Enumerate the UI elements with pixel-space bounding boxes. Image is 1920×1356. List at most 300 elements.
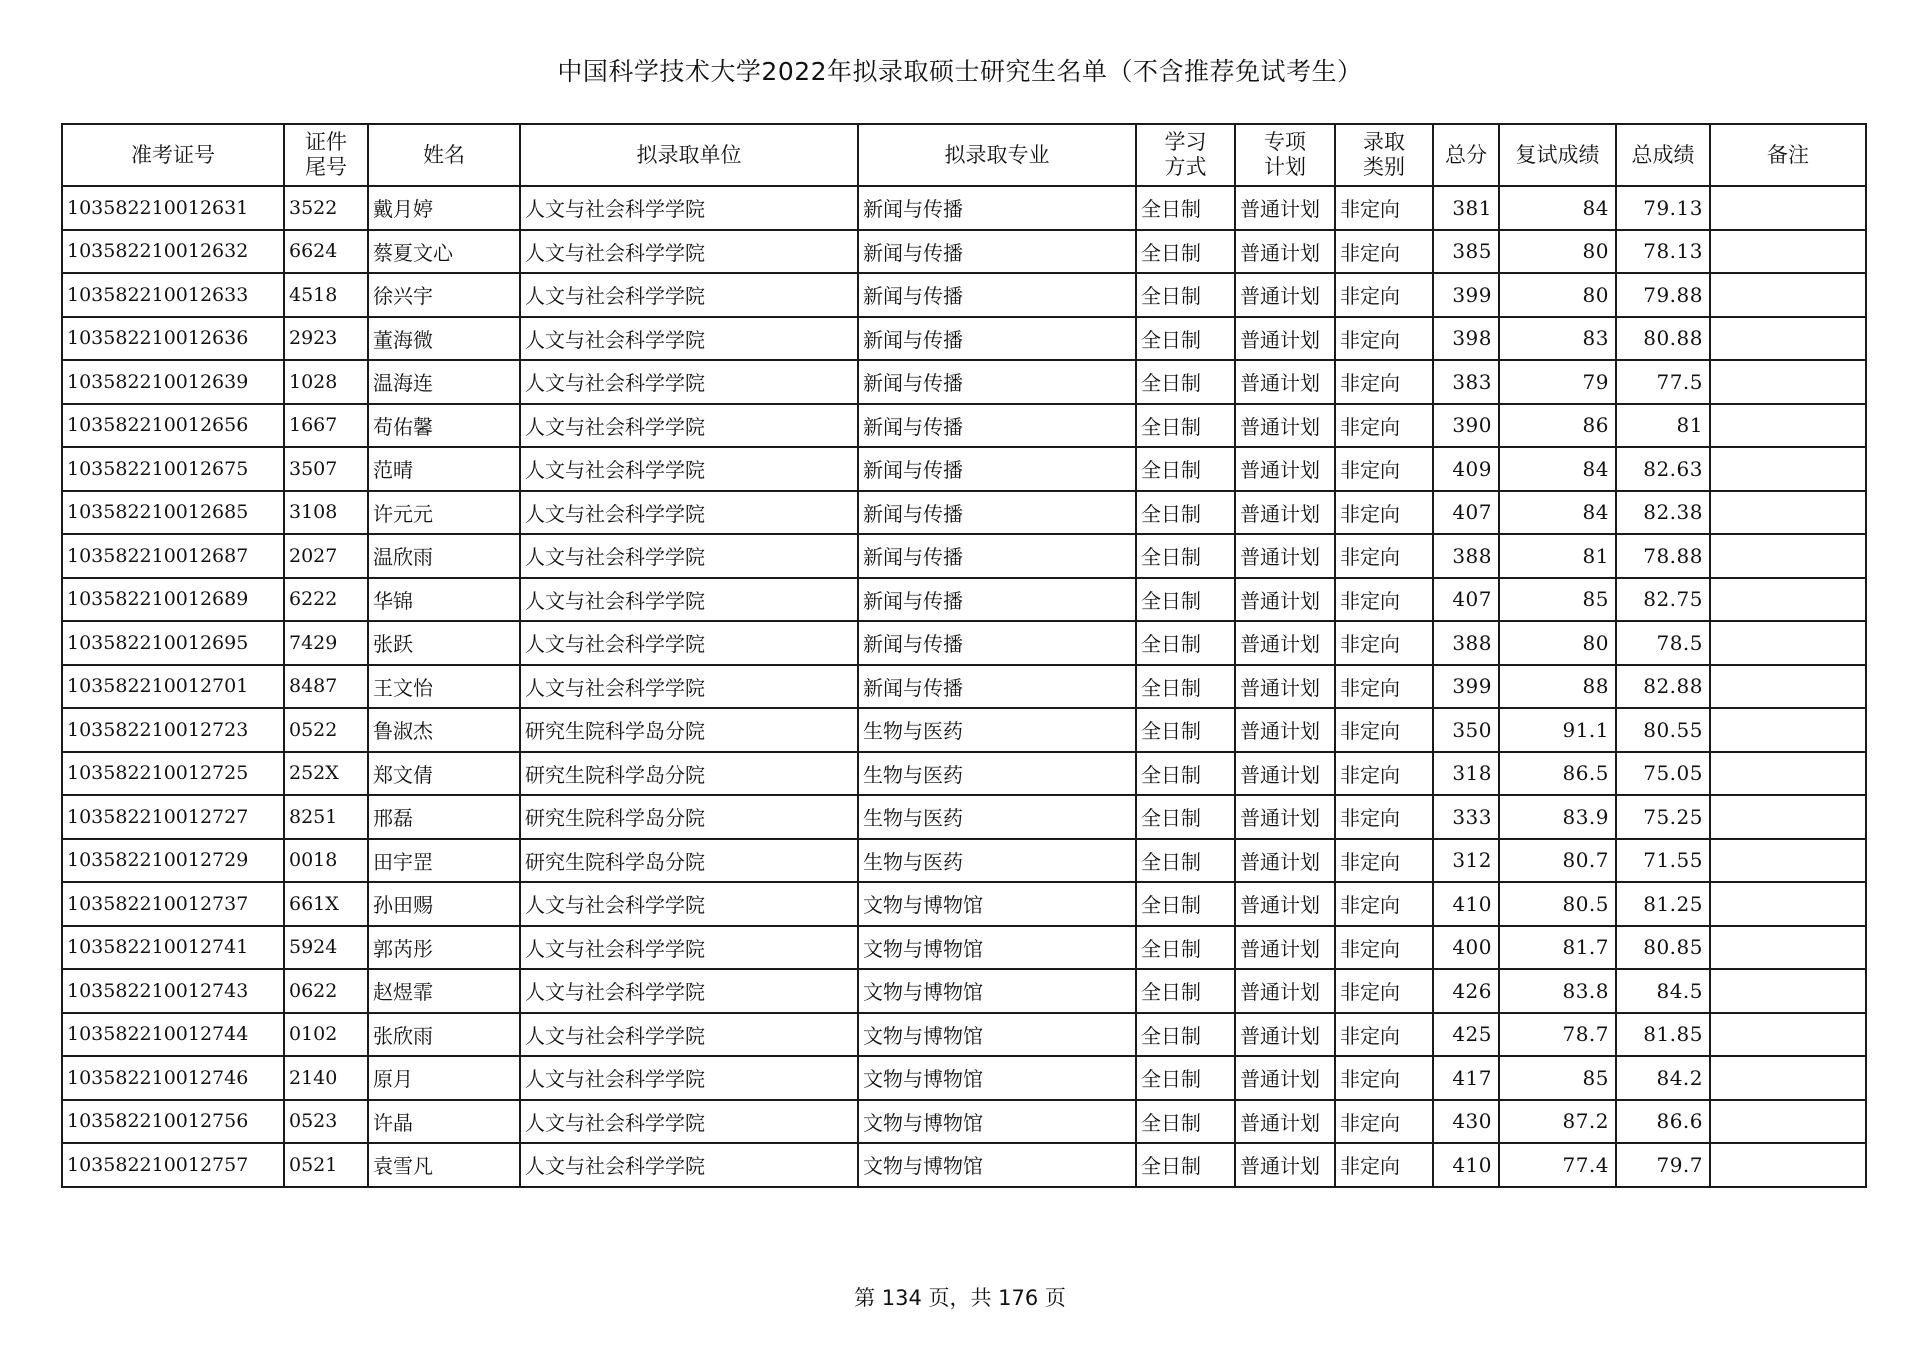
cell-admit-type: 非定向 <box>1335 1013 1433 1057</box>
cell-unit: 研究生院科学岛分院 <box>520 795 858 839</box>
cell-major: 新闻与传播 <box>858 404 1136 448</box>
cell-exam-id: 103582210012687 <box>62 534 284 578</box>
cell-study-mode: 全日制 <box>1136 752 1235 796</box>
table-row <box>62 708 1866 752</box>
cell-retest-score: 79 <box>1499 360 1616 404</box>
cell-unit: 人文与社会科学学院 <box>520 230 858 274</box>
table-row <box>62 447 1866 491</box>
cell-retest-score: 80.5 <box>1499 882 1616 926</box>
cell-exam-id: 103582210012744 <box>62 1013 284 1057</box>
cell-exam-id: 103582210012656 <box>62 404 284 448</box>
cell-id-suffix: 2923 <box>284 317 368 361</box>
cell-exam-id: 103582210012639 <box>62 360 284 404</box>
cell-total-score: 399 <box>1433 273 1499 317</box>
cell-name: 原月 <box>368 1056 520 1100</box>
cell-exam-id: 103582210012757 <box>62 1143 284 1187</box>
cell-study-mode: 全日制 <box>1136 578 1235 622</box>
cell-unit: 人文与社会科学学院 <box>520 1143 858 1187</box>
cell-id-suffix: 6222 <box>284 578 368 622</box>
cell-id-suffix: 3108 <box>284 491 368 535</box>
cell-id-suffix: 0523 <box>284 1100 368 1144</box>
cell-remark <box>1710 708 1866 752</box>
header-col-retest-score <box>1499 124 1616 186</box>
table-row <box>62 839 1866 883</box>
cell-name: 温欣雨 <box>368 534 520 578</box>
cell-name: 赵煜霏 <box>368 969 520 1013</box>
cell-special-plan: 普通计划 <box>1235 360 1335 404</box>
header-col-id-suffix <box>284 124 368 186</box>
cell-special-plan: 普通计划 <box>1235 491 1335 535</box>
cell-final-score: 75.25 <box>1616 795 1710 839</box>
cell-name: 苟佑馨 <box>368 404 520 448</box>
header-line: 尾号 <box>305 155 347 179</box>
cell-special-plan: 普通计划 <box>1235 839 1335 883</box>
header-col-special-plan <box>1235 124 1335 186</box>
cell-name: 袁雪凡 <box>368 1143 520 1187</box>
header-line: 计划 <box>1264 155 1306 179</box>
cell-exam-id: 103582210012723 <box>62 708 284 752</box>
cell-admit-type: 非定向 <box>1335 882 1433 926</box>
cell-final-score: 84.2 <box>1616 1056 1710 1100</box>
cell-retest-score: 87.2 <box>1499 1100 1616 1144</box>
cell-final-score: 75.05 <box>1616 752 1710 796</box>
cell-id-suffix: 7429 <box>284 621 368 665</box>
cell-total-score: 398 <box>1433 317 1499 361</box>
cell-special-plan: 普通计划 <box>1235 534 1335 578</box>
table-row <box>62 317 1866 361</box>
cell-study-mode: 全日制 <box>1136 317 1235 361</box>
cell-major: 文物与博物馆 <box>858 1013 1136 1057</box>
header-line: 学习 <box>1164 130 1207 154</box>
cell-total-score: 417 <box>1433 1056 1499 1100</box>
cell-special-plan: 普通计划 <box>1235 404 1335 448</box>
cell-remark <box>1710 317 1866 361</box>
cell-name: 田宇罡 <box>368 839 520 883</box>
cell-major: 新闻与传播 <box>858 578 1136 622</box>
cell-admit-type: 非定向 <box>1335 1143 1433 1187</box>
cell-admit-type: 非定向 <box>1335 969 1433 1013</box>
table-row <box>62 404 1866 448</box>
cell-remark <box>1710 491 1866 535</box>
cell-remark <box>1710 926 1866 970</box>
cell-final-score: 82.75 <box>1616 578 1710 622</box>
cell-remark <box>1710 273 1866 317</box>
cell-special-plan: 普通计划 <box>1235 1143 1335 1187</box>
header-line: 准考证号 <box>131 142 215 167</box>
cell-study-mode: 全日制 <box>1136 534 1235 578</box>
header-line: 录取 <box>1363 130 1405 154</box>
cell-special-plan: 普通计划 <box>1235 230 1335 274</box>
cell-final-score: 81.25 <box>1616 882 1710 926</box>
header-col-remark <box>1710 124 1866 186</box>
cell-unit: 人文与社会科学学院 <box>520 491 858 535</box>
cell-id-suffix: 5924 <box>284 926 368 970</box>
cell-major: 文物与博物馆 <box>858 969 1136 1013</box>
cell-final-score: 82.38 <box>1616 491 1710 535</box>
header-col-name <box>368 124 520 186</box>
cell-name: 郑文倩 <box>368 752 520 796</box>
cell-retest-score: 81.7 <box>1499 926 1616 970</box>
cell-name: 郭芮彤 <box>368 926 520 970</box>
admission-table <box>61 123 1867 1188</box>
cell-retest-score: 80 <box>1499 230 1616 274</box>
header-col-final-score <box>1616 124 1710 186</box>
cell-admit-type: 非定向 <box>1335 186 1433 230</box>
table-row <box>62 273 1866 317</box>
cell-study-mode: 全日制 <box>1136 795 1235 839</box>
cell-unit: 研究生院科学岛分院 <box>520 708 858 752</box>
cell-name: 张欣雨 <box>368 1013 520 1057</box>
cell-admit-type: 非定向 <box>1335 273 1433 317</box>
table-row <box>62 926 1866 970</box>
cell-admit-type: 非定向 <box>1335 230 1433 274</box>
cell-special-plan: 普通计划 <box>1235 317 1335 361</box>
cell-admit-type: 非定向 <box>1335 447 1433 491</box>
cell-total-score: 388 <box>1433 534 1499 578</box>
cell-study-mode: 全日制 <box>1136 1100 1235 1144</box>
table-row <box>62 491 1866 535</box>
cell-retest-score: 91.1 <box>1499 708 1616 752</box>
cell-study-mode: 全日制 <box>1136 273 1235 317</box>
cell-special-plan: 普通计划 <box>1235 621 1335 665</box>
cell-unit: 人文与社会科学学院 <box>520 1100 858 1144</box>
cell-id-suffix: 3522 <box>284 186 368 230</box>
cell-remark <box>1710 186 1866 230</box>
cell-final-score: 79.13 <box>1616 186 1710 230</box>
cell-name: 王文怡 <box>368 665 520 709</box>
table-row <box>62 1100 1866 1144</box>
cell-total-score: 426 <box>1433 969 1499 1013</box>
cell-retest-score: 83 <box>1499 317 1616 361</box>
cell-name: 徐兴宇 <box>368 273 520 317</box>
cell-total-score: 333 <box>1433 795 1499 839</box>
cell-name: 戴月婷 <box>368 186 520 230</box>
cell-unit: 人文与社会科学学院 <box>520 578 858 622</box>
cell-special-plan: 普通计划 <box>1235 708 1335 752</box>
cell-remark <box>1710 621 1866 665</box>
cell-id-suffix: 0521 <box>284 1143 368 1187</box>
cell-special-plan: 普通计划 <box>1235 1100 1335 1144</box>
cell-special-plan: 普通计划 <box>1235 447 1335 491</box>
cell-name: 温海连 <box>368 360 520 404</box>
cell-special-plan: 普通计划 <box>1235 752 1335 796</box>
cell-total-score: 312 <box>1433 839 1499 883</box>
cell-final-score: 80.55 <box>1616 708 1710 752</box>
cell-retest-score: 85 <box>1499 578 1616 622</box>
table-row <box>62 360 1866 404</box>
table-row <box>62 1056 1866 1100</box>
cell-exam-id: 103582210012685 <box>62 491 284 535</box>
header-line: 类别 <box>1363 155 1405 179</box>
table-row <box>62 665 1866 709</box>
cell-total-score: 390 <box>1433 404 1499 448</box>
cell-exam-id: 103582210012729 <box>62 839 284 883</box>
cell-major: 新闻与传播 <box>858 317 1136 361</box>
cell-exam-id: 103582210012631 <box>62 186 284 230</box>
cell-exam-id: 103582210012636 <box>62 317 284 361</box>
cell-final-score: 82.88 <box>1616 665 1710 709</box>
cell-name: 邢磊 <box>368 795 520 839</box>
header-line: 拟录取专业 <box>944 142 1050 167</box>
cell-id-suffix: 1028 <box>284 360 368 404</box>
cell-name: 华锦 <box>368 578 520 622</box>
cell-remark <box>1710 665 1866 709</box>
cell-major: 文物与博物馆 <box>858 882 1136 926</box>
cell-remark <box>1710 1013 1866 1057</box>
cell-exam-id: 103582210012689 <box>62 578 284 622</box>
cell-special-plan: 普通计划 <box>1235 273 1335 317</box>
cell-retest-score: 80.7 <box>1499 839 1616 883</box>
cell-name: 张跃 <box>368 621 520 665</box>
header-col-admit-type <box>1335 124 1433 186</box>
cell-major: 生物与医药 <box>858 752 1136 796</box>
cell-final-score: 86.6 <box>1616 1100 1710 1144</box>
cell-remark <box>1710 1143 1866 1187</box>
cell-final-score: 82.63 <box>1616 447 1710 491</box>
table-row <box>62 186 1866 230</box>
cell-retest-score: 86 <box>1499 404 1616 448</box>
cell-retest-score: 77.4 <box>1499 1143 1616 1187</box>
cell-retest-score: 84 <box>1499 491 1616 535</box>
cell-retest-score: 80 <box>1499 621 1616 665</box>
header-col-major <box>858 124 1136 186</box>
cell-unit: 人文与社会科学学院 <box>520 665 858 709</box>
cell-study-mode: 全日制 <box>1136 621 1235 665</box>
cell-study-mode: 全日制 <box>1136 447 1235 491</box>
cell-name: 董海微 <box>368 317 520 361</box>
table-row <box>62 578 1866 622</box>
cell-exam-id: 103582210012695 <box>62 621 284 665</box>
cell-special-plan: 普通计划 <box>1235 186 1335 230</box>
cell-special-plan: 普通计划 <box>1235 1013 1335 1057</box>
cell-unit: 人文与社会科学学院 <box>520 1013 858 1057</box>
cell-study-mode: 全日制 <box>1136 665 1235 709</box>
cell-admit-type: 非定向 <box>1335 621 1433 665</box>
cell-final-score: 71.55 <box>1616 839 1710 883</box>
cell-total-score: 318 <box>1433 752 1499 796</box>
cell-id-suffix: 0018 <box>284 839 368 883</box>
cell-final-score: 80.88 <box>1616 317 1710 361</box>
cell-retest-score: 83.9 <box>1499 795 1616 839</box>
cell-id-suffix: 2140 <box>284 1056 368 1100</box>
cell-total-score: 407 <box>1433 578 1499 622</box>
cell-remark <box>1710 534 1866 578</box>
cell-unit: 研究生院科学岛分院 <box>520 752 858 796</box>
page-title: 中国科学技术大学2022年拟录取硕士研究生名单（不含推荐免试考生） <box>557 57 1363 86</box>
cell-final-score: 78.13 <box>1616 230 1710 274</box>
cell-admit-type: 非定向 <box>1335 578 1433 622</box>
cell-remark <box>1710 360 1866 404</box>
cell-exam-id: 103582210012746 <box>62 1056 284 1100</box>
cell-major: 新闻与传播 <box>858 186 1136 230</box>
header-line: 总分 <box>1445 142 1487 167</box>
cell-admit-type: 非定向 <box>1335 708 1433 752</box>
header-line: 证件 <box>305 130 347 154</box>
cell-total-score: 381 <box>1433 186 1499 230</box>
cell-major: 生物与医药 <box>858 708 1136 752</box>
cell-admit-type: 非定向 <box>1335 534 1433 578</box>
header-line: 姓名 <box>423 142 465 167</box>
cell-final-score: 77.5 <box>1616 360 1710 404</box>
cell-major: 新闻与传播 <box>858 273 1136 317</box>
cell-admit-type: 非定向 <box>1335 1100 1433 1144</box>
cell-retest-score: 81 <box>1499 534 1616 578</box>
cell-total-score: 385 <box>1433 230 1499 274</box>
cell-remark <box>1710 1056 1866 1100</box>
cell-remark <box>1710 795 1866 839</box>
header-line: 专项 <box>1264 130 1306 154</box>
cell-final-score: 78.5 <box>1616 621 1710 665</box>
cell-major: 文物与博物馆 <box>858 1056 1136 1100</box>
cell-admit-type: 非定向 <box>1335 665 1433 709</box>
table-row <box>62 621 1866 665</box>
cell-retest-score: 84 <box>1499 447 1616 491</box>
table-row <box>62 795 1866 839</box>
cell-total-score: 410 <box>1433 882 1499 926</box>
cell-major: 文物与博物馆 <box>858 1143 1136 1187</box>
header-line: 方式 <box>1164 155 1207 179</box>
cell-major: 生物与医药 <box>858 795 1136 839</box>
header-line: 复试成绩 <box>1515 142 1600 167</box>
cell-admit-type: 非定向 <box>1335 317 1433 361</box>
cell-admit-type: 非定向 <box>1335 404 1433 448</box>
cell-admit-type: 非定向 <box>1335 752 1433 796</box>
cell-major: 文物与博物馆 <box>858 926 1136 970</box>
cell-unit: 人文与社会科学学院 <box>520 360 858 404</box>
cell-exam-id: 103582210012741 <box>62 926 284 970</box>
cell-exam-id: 103582210012756 <box>62 1100 284 1144</box>
cell-exam-id: 103582210012743 <box>62 969 284 1013</box>
table-row <box>62 1143 1866 1187</box>
cell-unit: 人文与社会科学学院 <box>520 969 858 1013</box>
cell-id-suffix: 1667 <box>284 404 368 448</box>
cell-id-suffix: 0102 <box>284 1013 368 1057</box>
cell-unit: 研究生院科学岛分院 <box>520 839 858 883</box>
cell-major: 新闻与传播 <box>858 665 1136 709</box>
cell-unit: 人文与社会科学学院 <box>520 186 858 230</box>
cell-unit: 人文与社会科学学院 <box>520 447 858 491</box>
cell-special-plan: 普通计划 <box>1235 665 1335 709</box>
cell-special-plan: 普通计划 <box>1235 795 1335 839</box>
cell-study-mode: 全日制 <box>1136 186 1235 230</box>
cell-total-score: 350 <box>1433 708 1499 752</box>
cell-remark <box>1710 969 1866 1013</box>
table-row <box>62 230 1866 274</box>
cell-unit: 人文与社会科学学院 <box>520 534 858 578</box>
cell-retest-score: 80 <box>1499 273 1616 317</box>
cell-unit: 人文与社会科学学院 <box>520 882 858 926</box>
cell-total-score: 400 <box>1433 926 1499 970</box>
cell-admit-type: 非定向 <box>1335 1056 1433 1100</box>
cell-admit-type: 非定向 <box>1335 795 1433 839</box>
cell-study-mode: 全日制 <box>1136 882 1235 926</box>
cell-major: 新闻与传播 <box>858 447 1136 491</box>
cell-unit: 人文与社会科学学院 <box>520 621 858 665</box>
cell-study-mode: 全日制 <box>1136 1013 1235 1057</box>
cell-study-mode: 全日制 <box>1136 926 1235 970</box>
cell-remark <box>1710 404 1866 448</box>
cell-study-mode: 全日制 <box>1136 360 1235 404</box>
cell-final-score: 84.5 <box>1616 969 1710 1013</box>
header-line: 备注 <box>1767 142 1809 167</box>
cell-total-score: 399 <box>1433 665 1499 709</box>
cell-admit-type: 非定向 <box>1335 491 1433 535</box>
cell-id-suffix: 2027 <box>284 534 368 578</box>
table-row <box>62 969 1866 1013</box>
cell-retest-score: 78.7 <box>1499 1013 1616 1057</box>
cell-major: 新闻与传播 <box>858 534 1136 578</box>
cell-name: 许元元 <box>368 491 520 535</box>
cell-total-score: 388 <box>1433 621 1499 665</box>
cell-special-plan: 普通计划 <box>1235 882 1335 926</box>
cell-final-score: 79.7 <box>1616 1143 1710 1187</box>
cell-retest-score: 88 <box>1499 665 1616 709</box>
cell-remark <box>1710 1100 1866 1144</box>
cell-final-score: 81.85 <box>1616 1013 1710 1057</box>
cell-unit: 人文与社会科学学院 <box>520 273 858 317</box>
cell-study-mode: 全日制 <box>1136 404 1235 448</box>
cell-id-suffix: 0522 <box>284 708 368 752</box>
cell-remark <box>1710 578 1866 622</box>
cell-exam-id: 103582210012632 <box>62 230 284 274</box>
cell-special-plan: 普通计划 <box>1235 578 1335 622</box>
cell-exam-id: 103582210012633 <box>62 273 284 317</box>
table-row <box>62 1013 1866 1057</box>
page-footer: 第 134 页，共 176 页 <box>854 1286 1066 1310</box>
cell-major: 新闻与传播 <box>858 230 1136 274</box>
cell-name: 蔡夏文心 <box>368 230 520 274</box>
cell-unit: 人文与社会科学学院 <box>520 317 858 361</box>
table-row <box>62 752 1866 796</box>
cell-id-suffix: 6624 <box>284 230 368 274</box>
cell-major: 新闻与传播 <box>858 360 1136 404</box>
cell-id-suffix: 0622 <box>284 969 368 1013</box>
cell-remark <box>1710 752 1866 796</box>
cell-admit-type: 非定向 <box>1335 926 1433 970</box>
cell-total-score: 407 <box>1433 491 1499 535</box>
cell-total-score: 430 <box>1433 1100 1499 1144</box>
cell-final-score: 81 <box>1616 404 1710 448</box>
cell-unit: 人文与社会科学学院 <box>520 404 858 448</box>
cell-major: 文物与博物馆 <box>858 1100 1136 1144</box>
cell-study-mode: 全日制 <box>1136 491 1235 535</box>
cell-name: 孙田赐 <box>368 882 520 926</box>
cell-remark <box>1710 839 1866 883</box>
header-col-total-score <box>1433 124 1499 186</box>
cell-retest-score: 85 <box>1499 1056 1616 1100</box>
cell-major: 生物与医药 <box>858 839 1136 883</box>
cell-study-mode: 全日制 <box>1136 969 1235 1013</box>
header-col-unit <box>520 124 858 186</box>
cell-total-score: 409 <box>1433 447 1499 491</box>
cell-unit: 人文与社会科学学院 <box>520 1056 858 1100</box>
cell-name: 范晴 <box>368 447 520 491</box>
cell-remark <box>1710 882 1866 926</box>
cell-admit-type: 非定向 <box>1335 360 1433 404</box>
cell-name: 许晶 <box>368 1100 520 1144</box>
header-col-exam-id <box>62 124 284 186</box>
table-body <box>62 186 1866 1187</box>
header-col-study-mode <box>1136 124 1235 186</box>
cell-admit-type: 非定向 <box>1335 839 1433 883</box>
cell-study-mode: 全日制 <box>1136 230 1235 274</box>
header-line: 总成绩 <box>1631 142 1695 167</box>
cell-special-plan: 普通计划 <box>1235 1056 1335 1100</box>
cell-study-mode: 全日制 <box>1136 839 1235 883</box>
cell-major: 新闻与传播 <box>858 491 1136 535</box>
cell-id-suffix: 252X <box>284 752 368 796</box>
cell-retest-score: 86.5 <box>1499 752 1616 796</box>
